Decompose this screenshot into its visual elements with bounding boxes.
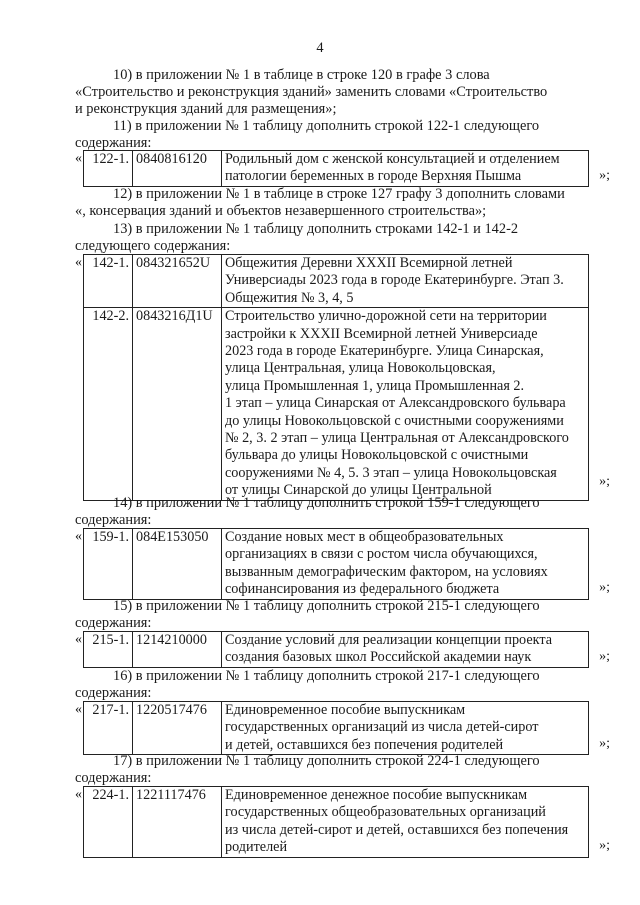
table-row-224-1 [75,786,610,856]
p17-line1: 17) в приложении № 1 таблицу дополнить строкой 224-1 следующего [113,753,540,769]
table-row-142-2 [84,308,589,500]
row-text-line: патологии беременных в городе Верхняя Пышма [225,168,522,185]
row-number: 224-1. [84,787,133,858]
row-text-line: № 2, 3. 2 этап – улица Центральная от Александровского [225,430,569,447]
page-number: 4 [316,40,324,56]
p10-line3: и реконструкция зданий для размещения»; [75,101,337,117]
row-code: 0840816120 [133,151,222,187]
row-text-line: до улицы Новокольцовской с очистными сооружениями [225,412,564,429]
open-quote: « [75,787,82,802]
row-text-line: организациях в связи с ростом числа обучающихся, [225,546,538,563]
p17-line2: содержания: [75,770,152,786]
row-text-line: бульвара до улицы Новокольцовской с очистными [225,447,529,464]
table-row-142-1 [84,255,589,308]
p15-line1: 15) в приложении № 1 таблицу дополнить строкой 215-1 следующего [113,598,540,614]
row-text [222,308,589,500]
row-text [222,787,589,858]
p12-line2: «, консервация зданий и объектов незавершенного строительства»; [75,203,487,219]
paragraph-13 [75,221,610,255]
table-rows-142 [75,254,610,499]
close-quote: »; [599,736,610,751]
open-quote: « [75,151,82,166]
p10-line1: 10) в приложении № 1 в таблице в строке 120 в графе 3 слова [113,67,490,83]
table-row-217-1 [75,701,610,753]
row-text-line: застройки к XXXII Всемирной летней Универсиаде [225,325,538,342]
table-row-215-1 [75,631,610,667]
row-text-line: от улицы Синарской до улицы Центральной [225,482,492,499]
p16-line1: 16) в приложении № 1 таблицу дополнить строкой 217-1 следующего [113,668,540,684]
row-text-line: 2023 года в городе Екатеринбурге. Улица Синарская, [225,343,544,360]
row-text [222,702,589,755]
row-table [83,528,589,600]
paragraph-12 [75,186,610,220]
row-text-line: создания базовых школ Российской академии наук [225,649,532,666]
p11-line2: содержания: [75,135,152,151]
row-code: 084Е153050 [133,529,222,600]
paragraph-17 [75,753,610,787]
table-row-122-1 [75,150,610,186]
p10-line2: «Строительство и реконструкция зданий» заменить словами «Строительство [75,84,548,100]
p14-line2: содержания: [75,512,152,528]
paragraph-10 [75,67,610,118]
row-text-line: Единовременное денежное пособие выпускникам [225,787,528,803]
close-quote: »; [599,649,610,664]
open-quote: « [75,632,82,647]
row-text-line: и детей, оставшихся без попечения родителей [225,736,504,753]
row-text-line: сооружениями № 4, 5. 3 этап – улица Новокольцовская [225,464,557,481]
close-quote: »; [599,474,610,489]
row-code: 1221117476 [133,787,222,858]
row-text-line: Строительство улично-дорожной сети на территории [225,308,547,325]
row-text [222,632,589,668]
row-number: 142-1. [84,255,133,308]
row-table [83,631,589,668]
row-text-line: из числа детей-сирот и детей, оставшихся без попечения [225,821,569,838]
paragraph-14 [75,495,610,529]
p13-line2: следующего содержания: [75,238,231,254]
row-text-line: улица Центральная, улица Новокольцовская, [225,360,496,377]
row-text-line: государственных организаций из числа детей-сирот [225,719,539,736]
p13-line1: 13) в приложении № 1 таблицу дополнить строками 142-1 и 142-2 [113,221,519,237]
close-quote: »; [599,838,610,853]
p11-line1: 11) в приложении № 1 таблицу дополнить строкой 122-1 следующего [113,118,540,134]
row-code: 0843216Д1U [133,308,222,500]
row-text-line: Общежития Деревни XXXII Всемирной летней [225,255,513,271]
p16-line2: содержания: [75,685,152,701]
row-text-line: 1 этап – улица Синарская от Александровского бульвара [225,395,566,412]
row-text-line: Создание условий для реализации концепции проекта [225,632,552,648]
row-code: 1220517476 [133,702,222,755]
row-number: 159-1. [84,529,133,600]
open-quote: « [75,702,82,717]
close-quote: »; [599,168,610,183]
row-text-line: Единовременное пособие выпускникам [225,702,466,718]
row-text-line: Универсиады 2023 года в городе Екатеринбурге. Этап 3. [225,272,564,289]
paragraph-16 [75,668,610,702]
row-number: 215-1. [84,632,133,668]
close-quote: »; [599,580,610,595]
row-table [83,701,589,755]
row-text-line: вызванным демографическим фактором, на условиях [225,563,548,580]
paragraph-11 [75,118,610,152]
row-text-line: родителей [225,839,288,856]
row-table [83,786,589,858]
p15-line2: содержания: [75,615,152,631]
row-text-line: Родильный дом с женской консультацией и отделением [225,151,560,167]
row-number: 142-2. [84,308,133,500]
open-quote: « [75,529,82,544]
row-text-line: улица Промышленная 1, улица Промышленная 2. [225,377,525,394]
row-code: 084321652U [133,255,222,308]
row-code: 1214210000 [133,632,222,668]
p14-line1: 14) в приложении № 1 таблицу дополнить строкой 159-1 следующего [113,495,540,511]
row-text-line: Создание новых мест в общеобразовательных [225,529,504,545]
table-row-159-1 [75,528,610,598]
row-number: 217-1. [84,702,133,755]
row-text [222,255,589,308]
open-quote: « [75,255,82,270]
row-table [83,254,589,501]
row-number: 122-1. [84,151,133,187]
row-text [222,529,589,600]
row-text-line: софинансирования из федерального бюджета [225,581,500,598]
paragraph-15 [75,598,610,632]
p12-line1: 12) в приложении № 1 в таблице в строке 127 графу 3 дополнить словами [113,186,565,202]
row-text-line: Общежития № 3, 4, 5 [225,289,354,306]
row-text [222,151,589,187]
row-table [83,150,589,187]
row-text-line: государственных общеобразовательных организаций [225,804,546,821]
